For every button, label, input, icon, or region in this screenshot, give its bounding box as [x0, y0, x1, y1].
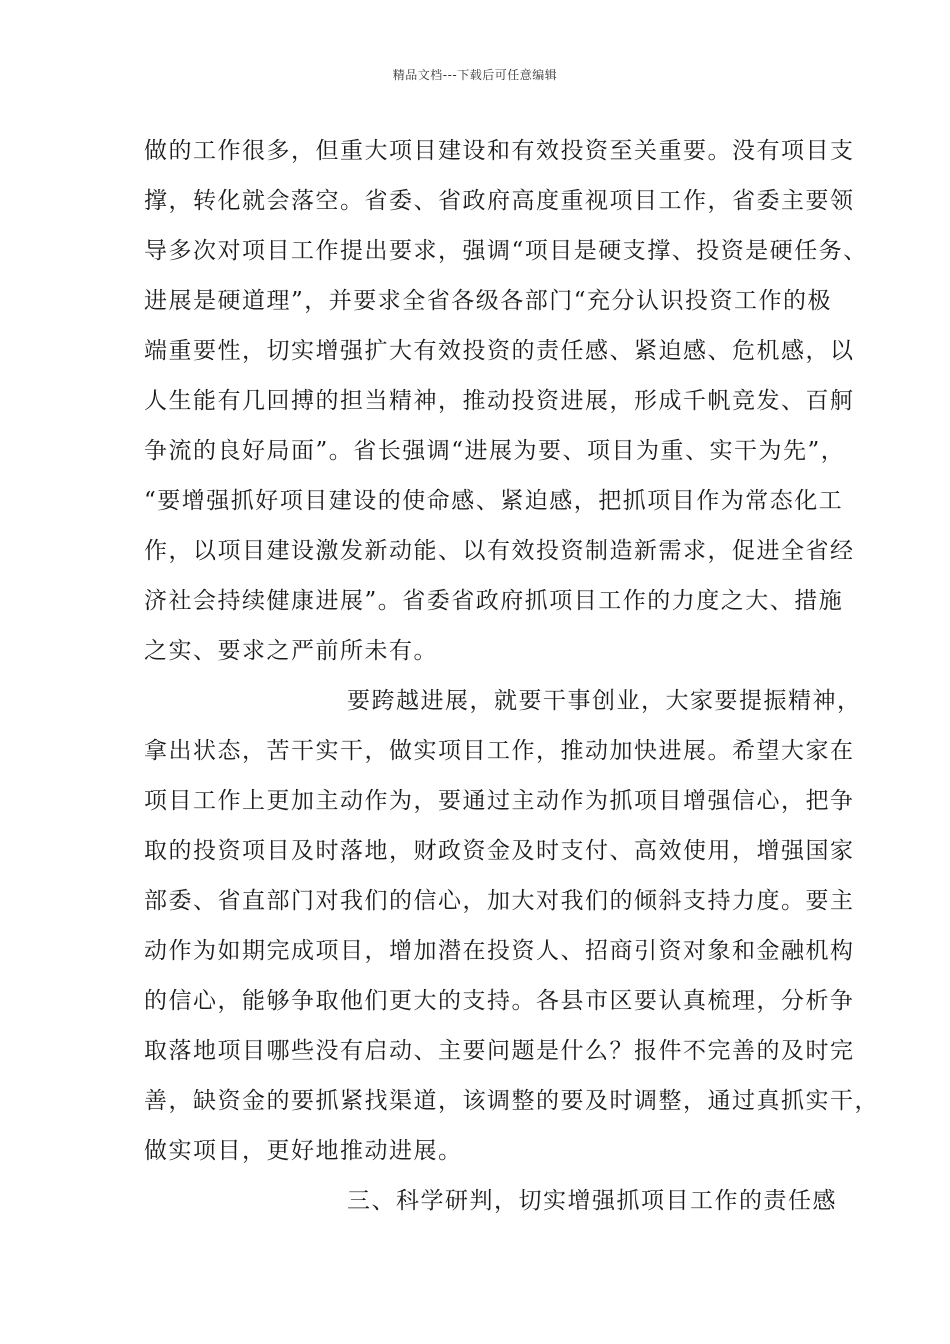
text-line: 济社会持续健康进展”。省委省政府抓项目工作的力度之大、措施: [144, 588, 844, 614]
text-line: 进展是硬道理”，并要求全省各级各部门“充分认识投资工作的极: [144, 288, 833, 314]
section-heading: 三、科学研判，切实增强抓项目工作的责任感: [347, 1188, 837, 1214]
text-line: 争流的良好局面”。省长强调“进展为要、项目为重、实干为先”，: [144, 438, 846, 464]
text-line: 做的工作很多，但重大项目建设和有效投资至关重要。没有项目支: [144, 138, 855, 164]
text-line: 撑，转化就会落空。省委、省政府高度重视项目工作，省委主要领: [144, 188, 855, 214]
text-line: 之实、要求之严前所未有。: [144, 638, 438, 664]
text-line: 拿出状态，苦干实干，做实项目工作，推动加快进展。希望大家在: [144, 738, 855, 764]
text-line: 人生能有几回搏的担当精神，推动投资进展，形成千帆竞发、百舸: [144, 388, 855, 414]
text-line: 的信心，能够争取他们更大的支持。各县市区要认真梳理，分析争: [144, 988, 855, 1014]
text-line: 作，以项目建设激发新动能、以有效投资制造新需求，促进全省经: [144, 538, 855, 564]
text-line: 端重要性，切实增强扩大有效投资的责任感、紧迫感、危机感，以: [144, 338, 855, 364]
page-header: 精品文档---下载后可任意编辑: [392, 68, 558, 82]
text-line: “要增强抓好项目建设的使命感、紧迫感，把抓项目作为常态化工: [144, 488, 844, 514]
text-line: 导多次对项目工作提出要求，强调“项目是硬支撑、投资是硬任务、: [144, 238, 868, 264]
text-line: 动作为如期完成项目，增加潜在投资人、招商引资对象和金融机构: [144, 938, 855, 964]
text-line: 善，缺资金的要抓紧找渠道，该调整的要及时调整，通过真抓实干，: [144, 1088, 879, 1114]
text-line: 做实项目，更好地推动进展。: [144, 1138, 463, 1164]
text-line: 部委、省直部门对我们的信心，加大对我们的倾斜支持力度。要主: [144, 888, 855, 914]
paragraph-start-line: 要跨越进展，就要干事创业，大家要提振精神，: [347, 688, 862, 714]
text-line: 取落地项目哪些没有启动、主要问题是什么？报件不完善的及时完: [144, 1038, 855, 1064]
text-line: 项目工作上更加主动作为，要通过主动作为抓项目增强信心，把争: [144, 788, 855, 814]
text-line: 取的投资项目及时落地，财政资金及时支付、高效使用，增强国家: [144, 838, 855, 864]
